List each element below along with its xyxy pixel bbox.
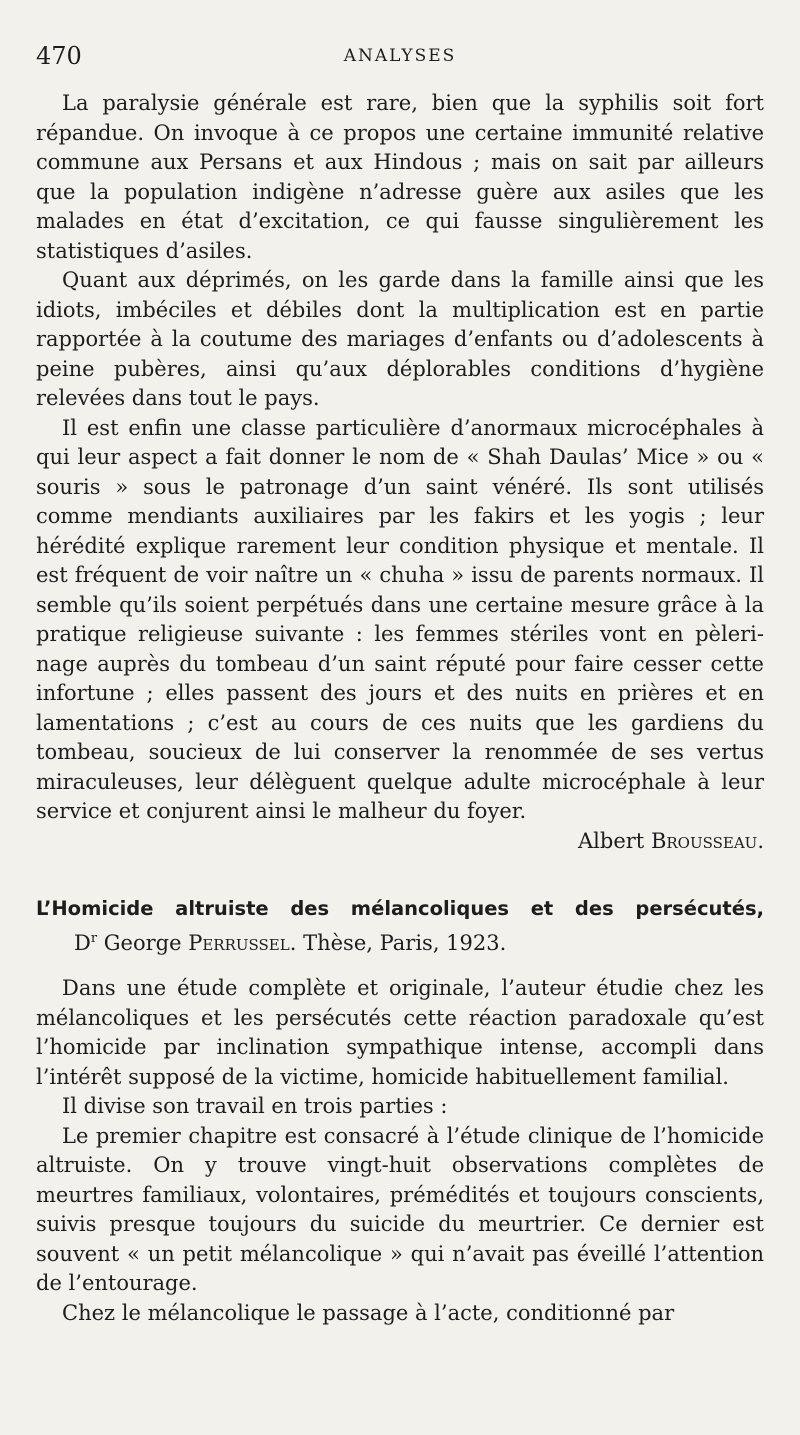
author-first-name: George <box>103 930 182 955</box>
paragraph-divise: Il divise son travail en trois parties : <box>62 1094 448 1118</box>
author-last-name: Perrussel. <box>188 930 297 955</box>
paragraph-chez-le-melancolique: Chez le mélancolique le passage à l’acte, conditionné par <box>62 1300 675 1325</box>
signature-first-name: Albert <box>578 828 645 853</box>
paragraph-premier-chapitre: Le premier chapitre est consacré à l’étude clinique de l’homicide altruiste. On y trouve vingt-huit observations complètes de meurtres familiaux, volontaires, prémédités et toujours conscients, suivis presque toujours du suicide du meurtrier. Ce dernier est souvent « un petit mélancolique » qui n’avait pas éveillé l’attention de l’entourage. <box>36 1123 764 1295</box>
review-signature <box>36 827 764 857</box>
signature-last-name: Brousseau. <box>650 828 764 853</box>
spacer <box>36 958 764 974</box>
author-prefix: D <box>74 930 91 955</box>
page-number: 470 <box>36 42 82 70</box>
body-text <box>36 89 764 1328</box>
review-details: Thèse, Paris, 1923. <box>303 930 507 955</box>
author-prefix-sup: r <box>90 930 98 946</box>
paragraph-paralysie: La paralysie générale est rare, bien que la syphilis soit fort répandue. On invoque à ce propos une certaine immunité relative commune aux Persans et aux Hindous ; mais on sait par ailleurs que la population indigène n’adresse guère aux asiles que les malades en état d’excitation, ce qui fausse singulièrement les statistiques d’asiles. <box>36 91 764 263</box>
review-title: L’Homicide altruiste des mélancoliques et des persécutés, <box>36 897 764 920</box>
review-author-line <box>74 924 764 959</box>
paragraph-microcephales: Il est enfin une classe particulière d’anormaux microcéphales à qui leur aspect a fait donner le nom de « Shah Daulas’ Mice » ou « souris » sous le patronage d’un saint vénéré. Ils sont utilisés comme mendiants auxiliaires par les fakirs et les yogis ; leur hérédité explique rarement leur condition physique et mentale. Il est fréquent de voir naître un « chuha » issu de parents normaux. Il semble qu’ils soient perpétués dans une certaine mesure grâce à la pratique religieuse suivante : les femmes stériles vont en pèlerinage auprès du tombeau d’un saint réputé pour faire cesser cette infortune ; elles passent des jours et des nuits en prières et en lamentations ; c’est au cours de ces nuits que les gardiens du tombeau, soucieux de lui conserver la renommée de ses vertus miraculeuses, leur délèguent quelque adulte microcéphale à leur service et conjurent ainsi le malheur du foyer. <box>36 415 764 823</box>
running-title: ANALYSES <box>343 46 457 66</box>
paragraph-deprimes: Quant aux déprimés, on les garde dans la famille ainsi que les idiots, imbéciles et débiles dont la multiplication est en partie rapportée à la coutume des mariages d’enfants ou d’adolescents à peine pubères, ainsi qu’aux déplorables conditions d’hygiène relevées dans tout le pays. <box>36 268 764 410</box>
paragraph-etude: Dans une étude complète et originale, l’auteur étudie chez les mélancoliques et les persécutés cette réaction paradoxale qu’est l’homicide par inclination sympathique intense, accompli dans l’intérêt supposé de la victime, homicide habituellement familial. <box>36 976 764 1089</box>
